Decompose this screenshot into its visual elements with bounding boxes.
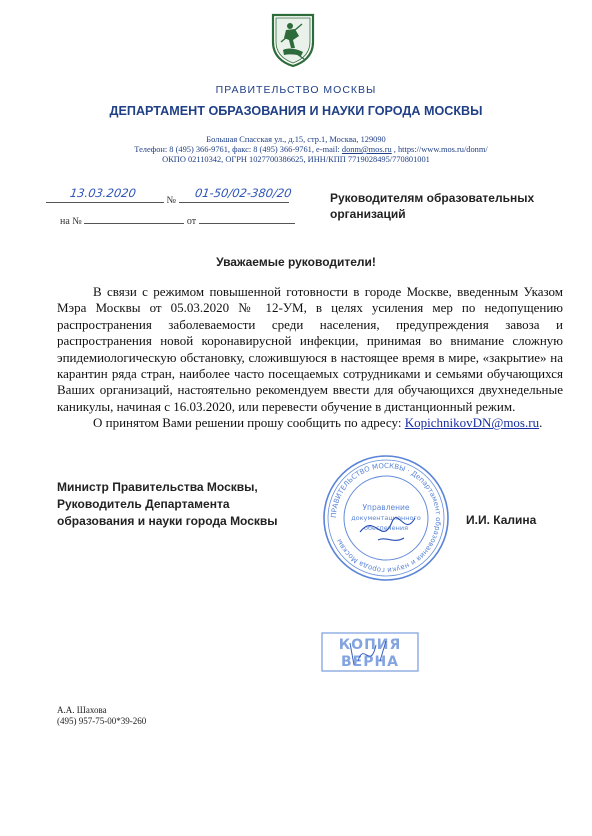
signer-title-line-1: Министр Правительства Москвы, (57, 480, 258, 494)
moscow-coat-of-arms-icon (269, 12, 317, 68)
department-address: Большая Спасская ул., д.15, стр.1, Москва, 129090 (206, 135, 386, 144)
contacts-suffix: , https://www.mos.ru/donm/ (391, 145, 488, 154)
body-paragraph-2 (57, 415, 563, 431)
copy-certified-stamp (320, 631, 420, 673)
signer-name: И.И. Калина (466, 513, 537, 527)
letter-body (57, 284, 563, 432)
seal-inner-line-3: обеспечения (363, 524, 409, 532)
official-seal (320, 452, 452, 584)
paragraph-2-text: О принятом Вами решении прошу сообщить по адресу: (93, 415, 405, 431)
number-label: № (166, 195, 177, 206)
government-title: ПРАВИТЕЛЬСТВО МОСКВЫ (215, 84, 377, 96)
body-paragraph-1: В связи с режимом повышенной готовности в городе Москве, введенным Указом Мэра Москвы от 05.03.2020 № 12-УМ, в целях усиления мер по недопущению распространения заболеваемости среди населения, предупреждения завоза и распространения новой коронавирусной инфекции, принимая во внимание сложную эпидемиологическую обстановку, сложившуюся в настоящее время в мире, «закрытие» на карантин ряда стран, наиболее часто посещаемых сотрудниками и семьями обучающихся Ваших организаций, настоятельно рекомендуем ввести для обучающихся двухнедельные каникулы, начиная с 16.03.2020, или перевести обучение в дистанционный режим. (57, 284, 563, 414)
department-title: ДЕПАРТАМЕНТ ОБРАЗОВАНИЯ И НАУКИ ГОРОДА МОСКВЫ (109, 104, 483, 118)
executor-info (57, 705, 146, 727)
addressee: Руководителям образовательных организаций (330, 191, 535, 221)
from-label: от (186, 216, 197, 227)
signer-title-line-3: образования и науки города Москвы (57, 514, 278, 528)
executor-phone: (495) 957-75-00*39-260 (57, 716, 147, 726)
outgoing-registration-line (46, 193, 289, 206)
seal-inner-line-2: документационного (351, 514, 421, 522)
handwritten-date: 13.03.2020 (69, 186, 137, 200)
copy-stamp-line-2: ВЕРНА (340, 654, 400, 670)
department-contacts (0, 145, 592, 154)
handwritten-number: 01-50/02-380/20 (194, 186, 293, 200)
signer-title (57, 479, 317, 530)
salutation: Уважаемые руководители! (216, 255, 376, 269)
signer-title-line-2: Руководитель Департамента (57, 497, 230, 511)
seal-inner-line-1: Управление (362, 503, 410, 512)
department-email-link[interactable]: donm@mos.ru (341, 145, 392, 154)
copy-stamp-line-1: КОПИЯ (338, 637, 402, 653)
seal-ring-text: ПРАВИТЕЛЬСТВО МОСКВЫ · Департамент образования и науки города Москвы (329, 461, 443, 575)
reply-email-link[interactable]: KopichnikovDN@mos.ru (404, 415, 540, 431)
executor-name: А.А. Шахова (57, 705, 107, 715)
incoming-reference-line (60, 214, 295, 227)
contacts-prefix: Телефон: 8 (495) 366-9761, факс: 8 (495) 366-9761, e-mail: (134, 145, 342, 154)
paragraph-2-end: . (539, 415, 543, 431)
ref-label: на № (60, 216, 82, 227)
department-requisites: ОКПО 02110342, ОГРН 1027700386625, ИНН/КПП 7719028495/770801001 (162, 155, 430, 164)
